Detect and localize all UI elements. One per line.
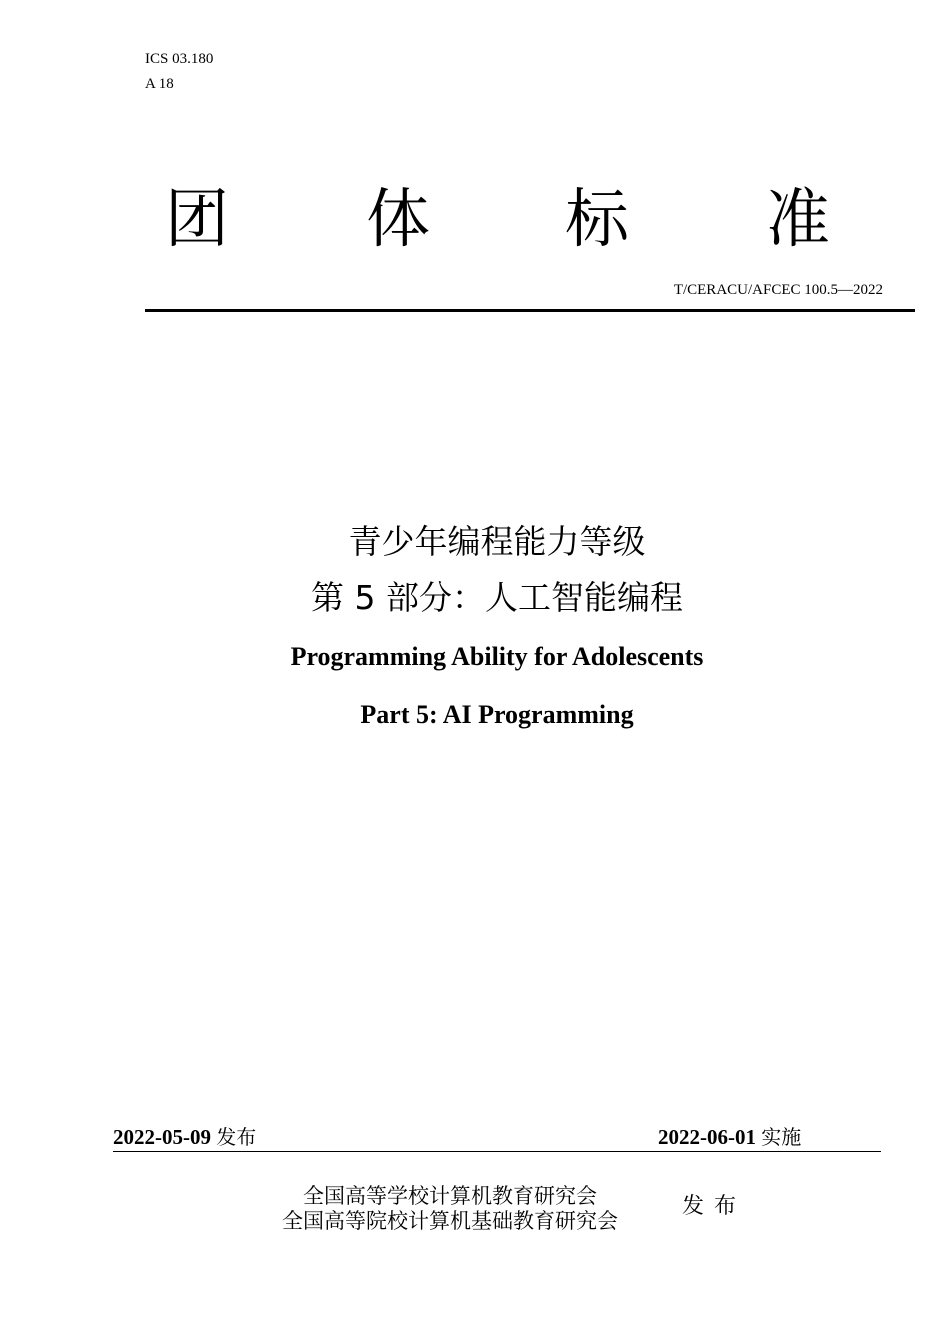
publish-date-label: 发布 xyxy=(216,1125,257,1149)
standard-type-char: 准 xyxy=(766,183,830,257)
implement-date xyxy=(658,1123,801,1151)
classification-codes xyxy=(145,47,213,97)
english-title-line2: Part 5: AI Programming xyxy=(360,700,634,729)
publisher-org-2: 全国高等院校计算机基础教育研究会 xyxy=(282,1209,618,1233)
implement-date-value: 2022-06-01 xyxy=(658,1125,756,1149)
publisher-org-1: 全国高等学校计算机教育研究会 xyxy=(303,1184,597,1208)
ics-code: ICS 03.180 xyxy=(145,51,214,67)
implement-date-label: 实施 xyxy=(761,1125,802,1149)
footer-divider xyxy=(113,1151,881,1152)
chinese-title-line2: 第 5 部分：人工智能编程 xyxy=(311,578,683,617)
publish-date-value: 2022-05-09 xyxy=(113,1125,211,1149)
english-title-line1: Programming Ability for Adolescents xyxy=(290,642,704,671)
ccs-code: A 18 xyxy=(145,76,174,92)
publish-action: 发布 xyxy=(682,1194,747,1219)
publish-date xyxy=(113,1123,256,1151)
standard-number: T/CERACU/AFCEC 100.5—2022 xyxy=(673,282,883,298)
standard-type-char: 标 xyxy=(565,183,629,257)
publisher-organizations xyxy=(250,1184,650,1234)
standard-type-char: 团 xyxy=(165,183,229,257)
header-divider xyxy=(145,309,915,312)
standard-type-title xyxy=(140,178,850,268)
chinese-title-line1: 青少年编程能力等级 xyxy=(348,522,646,561)
standard-type-char: 体 xyxy=(366,183,430,257)
